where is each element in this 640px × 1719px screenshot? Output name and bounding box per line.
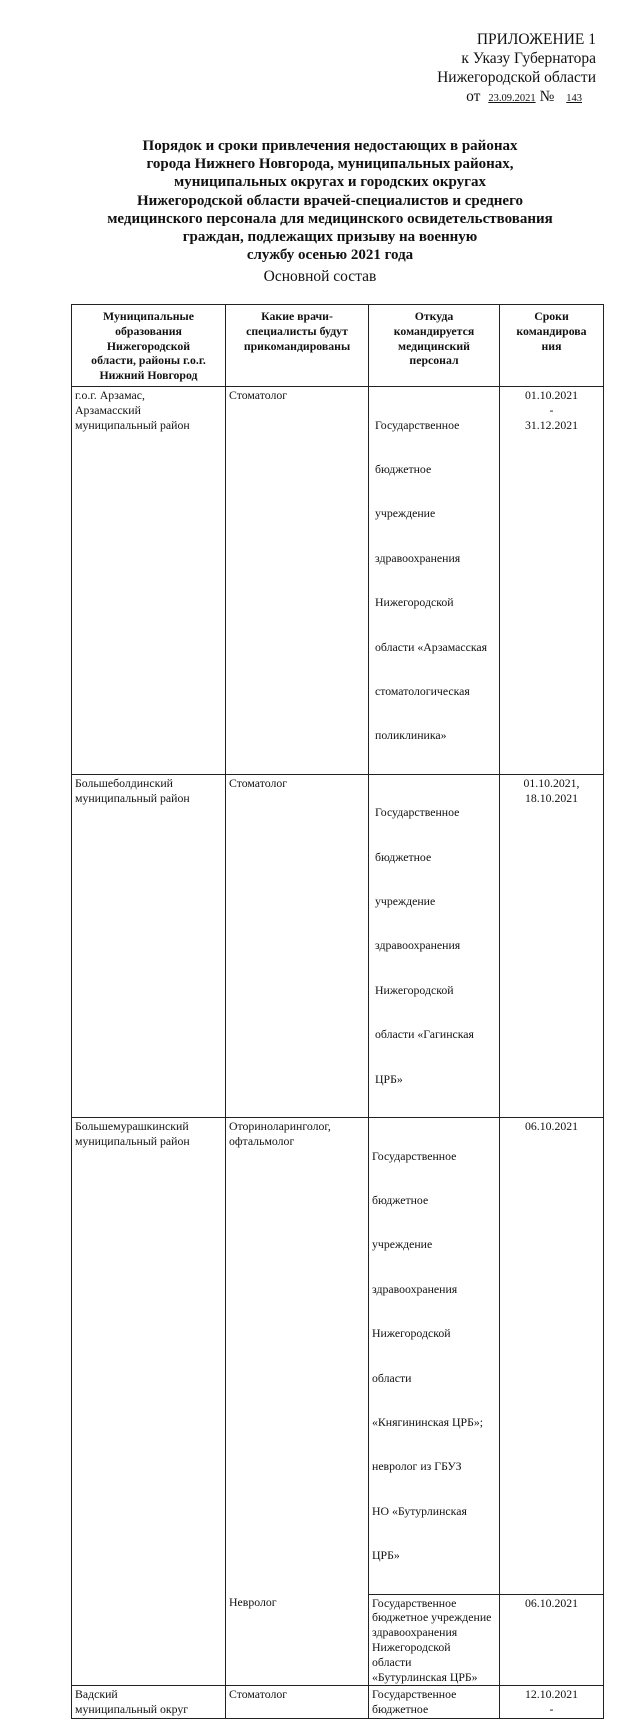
title-line: граждан, подлежащих призыву на военную [182, 229, 478, 246]
cell-specialist: Стоматолог [226, 386, 369, 774]
table-row [72, 774, 604, 1117]
date-prefix: от [466, 88, 481, 105]
cell-municipality: Большемурашкинский муниципальный район [72, 1118, 226, 1686]
header-specialists: Какие врачи- специалисты будут прикомандированы [226, 305, 369, 387]
title-line: Нижегородской области врачей-специалистов и среднего [136, 192, 524, 209]
title-line: города Нижнего Новгорода, муниципальных районах, [146, 156, 514, 173]
title-line: Порядок и сроки привлечения недостающих в районах [142, 138, 518, 154]
header-municipality: Муниципальные образования Нижегородской области, районы г.о.г. Нижний Новгород [72, 305, 226, 387]
cell-specialist: Стоматолог [226, 774, 369, 1117]
header-source: Откуда командируется медицинский персонал [369, 305, 500, 387]
number-sign: № [539, 88, 555, 105]
header-dates: Сроки командирова ния [500, 305, 604, 387]
table-header-row [72, 305, 604, 387]
cell-municipality: Вадский муниципальный округ [72, 1686, 226, 1719]
appendix-decree: к Указу Губернатора [461, 50, 596, 67]
assignment-table [71, 304, 604, 1719]
title-line: службу осенью 2021 года [246, 247, 414, 264]
cell-specialist: Невролог [226, 1594, 369, 1686]
title-line: муниципальных округах и городских округах [174, 174, 486, 191]
cell-source: Государственное бюджетное учреждение здравоохранения Нижегородской области «Бутурлинская ЦРБ» [369, 1594, 500, 1686]
cell-dates: 01.10.2021 - 31.12.2021 [500, 386, 604, 774]
table-row [72, 1118, 604, 1595]
appendix-header [336, 30, 596, 108]
cell-dates: 12.10.2021 - [500, 1686, 604, 1719]
cell-municipality: г.о.г. Арзамас, Арзамасский муниципальный район [72, 386, 226, 774]
cell-specialist: Оториноларинголог, офтальмолог [226, 1118, 369, 1595]
cell-dates: 06.10.2021 [500, 1594, 604, 1686]
appendix-date-line [336, 87, 596, 108]
document-subtitle: Основной состав [263, 268, 377, 285]
table-row [72, 386, 604, 774]
decree-date: 23.09.2021 [488, 93, 536, 104]
title-line: медицинского персонала для медицинского освидетельствования [107, 210, 553, 227]
cell-dates: 06.10.2021 [500, 1118, 604, 1595]
appendix-region: Нижегородской области [437, 69, 596, 86]
document-title [60, 137, 600, 264]
cell-source: Государственное бюджетное учреждение здравоохранения Нижегородской области «Княгининская ЦРБ»; невролог из ГБУЗ НО «Бутурлинская ЦРБ» [369, 1118, 500, 1595]
cell-dates: 01.10.2021, 18.10.2021 [500, 774, 604, 1117]
cell-source: Государственное бюджетное учреждение здравоохранения Нижегородской области «Гагинская ЦРБ» [369, 774, 500, 1117]
table-row [72, 1686, 604, 1719]
cell-specialist: Стоматолог [226, 1686, 369, 1719]
cell-source: Государственное бюджетное учреждение здравоохранения Нижегородской области «Арзамасская стоматологическая поликлиника» [369, 386, 500, 774]
cell-source: Государственное бюджетное [369, 1686, 500, 1719]
appendix-label: ПРИЛОЖЕНИЕ 1 [476, 31, 596, 48]
decree-number: 143 [566, 93, 582, 104]
cell-municipality: Большеболдинский муниципальный район [72, 774, 226, 1117]
